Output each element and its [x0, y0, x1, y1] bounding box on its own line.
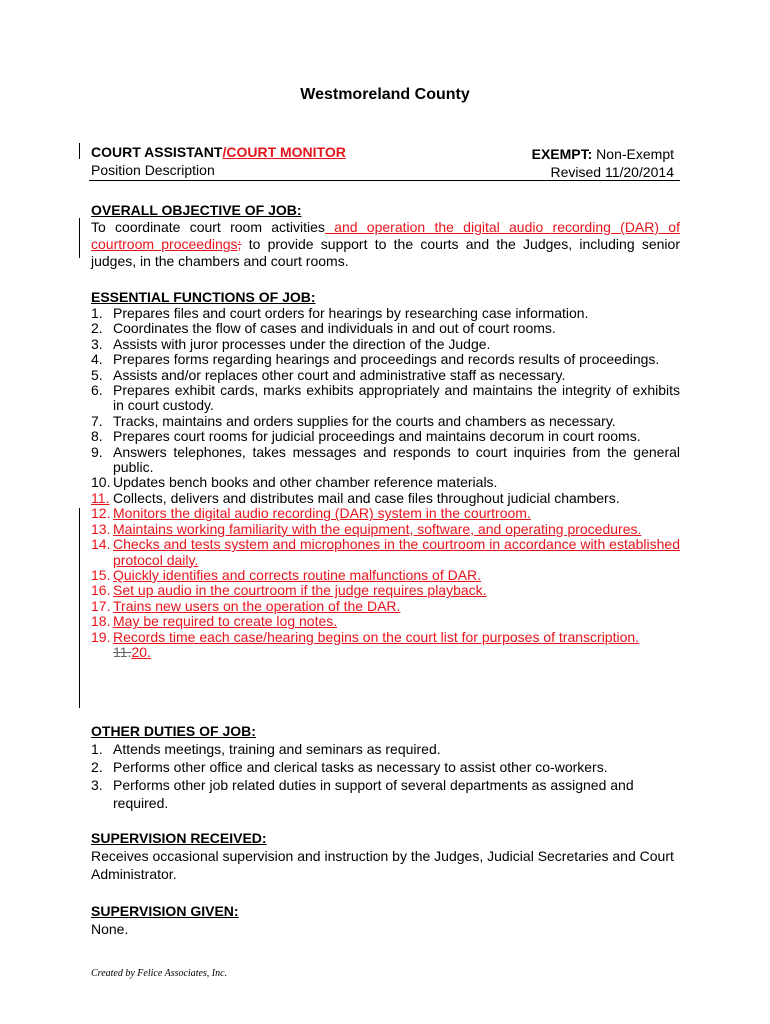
item-text: Prepares forms regarding hearings and proceedings and records results of proceedings. [113, 351, 660, 368]
item-text: Coordinates the flow of cases and individuals in and out of court rooms. [113, 320, 556, 337]
item-text: Prepares court rooms for judicial proceedings and maintains decorum in court rooms. [113, 428, 641, 445]
other-duties-heading: OTHER DUTIES OF JOB: [91, 723, 256, 739]
essential-heading: ESSENTIAL FUNCTIONS OF JOB: [91, 289, 316, 305]
list-item-inserted [91, 537, 680, 568]
objective-text-insertion: and operation the digital audio recording (DAR) of courtroom proceedings [91, 219, 680, 252]
other-duties-section [91, 723, 680, 812]
list-item [91, 758, 680, 776]
list-item [91, 337, 680, 352]
item-number: 1. [91, 305, 103, 321]
item-number: 9. [91, 443, 103, 460]
item-number: 3. [91, 777, 103, 793]
list-item-inserted [91, 599, 680, 614]
exempt-value: Non-Exempt [592, 146, 674, 162]
item-text: Trains new users on the operation of the DAR. [113, 597, 401, 614]
exempt-header [532, 145, 674, 181]
item-text: Quickly identifies and corrects routine malfunctions of DAR. [113, 566, 482, 583]
supervision-received-section [91, 829, 680, 883]
list-item [91, 352, 680, 367]
list-item-last [91, 645, 680, 660]
revised-date: Revised 11/20/2014 [550, 164, 674, 180]
objective-text-part: To coordinate court room activities [91, 219, 325, 235]
item-number-deleted: 11. [113, 643, 132, 660]
item-number: 3. [91, 335, 103, 352]
item-text: Records time each case/hearing begins on the court list for purposes of transcription. [113, 628, 640, 645]
list-item-inserted [91, 506, 680, 521]
item-text: Set up audio in the courtroom if the judge requires playback. [113, 582, 487, 599]
list-item-inserted [91, 583, 680, 598]
list-item [91, 368, 680, 383]
item-number: 12. [91, 505, 111, 522]
item-number: 1. [91, 741, 103, 757]
item-number: 17. [91, 597, 111, 614]
item-number: 7. [91, 412, 103, 429]
change-bar [79, 143, 80, 159]
item-text: Prepares exhibit cards, marks exhibits appropriately and maintains the integrity of exhibits in court custody. [113, 382, 680, 414]
objective-text [91, 219, 680, 270]
list-item [91, 740, 680, 758]
position-title-separator: / [222, 144, 227, 160]
item-number: 11. [91, 489, 110, 506]
item-text: Checks and tests system and microphones in the courtroom in accordance with established protocol daily. [113, 536, 680, 568]
essential-section [91, 289, 680, 660]
item-number: 15. [91, 566, 111, 583]
item-number: 8. [91, 428, 103, 445]
supervision-received-text: Receives occasional supervision and instruction by the Judges, Judicial Secretaries and Court Administrator. [91, 848, 674, 882]
item-text: Tracks, maintains and orders supplies for the courts and chambers as necessary. [113, 412, 616, 429]
position-title-old: COURT ASSISTANT [91, 144, 223, 160]
item-number: 2. [91, 320, 103, 337]
item-number: 16. [91, 582, 111, 599]
header-rule [89, 180, 680, 181]
footer-credit: Created by Felice Associates, Inc. [91, 968, 228, 979]
item-text: Collects, delivers and distributes mail and case files throughout judicial chambers. [113, 489, 620, 506]
exempt-label: EXEMPT: [531, 146, 593, 162]
item-number-inserted: 20. [131, 643, 151, 660]
item-text: May be required to create log notes. [113, 613, 338, 630]
list-item [91, 776, 680, 812]
position-header [91, 143, 346, 179]
list-item-inserted [91, 614, 680, 629]
item-number: 5. [91, 366, 103, 383]
objective-text-part: to provide support to the courts and the Judges, including senior judges, in the chambers and court rooms. [91, 236, 680, 269]
list-item-inserted [91, 522, 680, 537]
change-bar [79, 218, 80, 258]
list-item [91, 414, 680, 429]
objective-section [91, 202, 680, 270]
item-text: Prepares files and court orders for hearings by researching case information. [113, 305, 589, 321]
list-item-inserted [91, 630, 680, 645]
item-text: Performs other job related duties in support of several departments as assigned and required. [113, 777, 634, 811]
objective-text-deletion: ; [237, 236, 242, 252]
item-number: 13. [91, 520, 111, 537]
list-item [91, 306, 680, 321]
document-title: Westmoreland County [300, 86, 470, 103]
list-item [91, 321, 680, 336]
item-text: Answers telephones, takes messages and responds to court inquiries from the general public. [113, 443, 680, 476]
supervision-received-heading: SUPERVISION RECEIVED: [91, 830, 267, 846]
list-item [91, 445, 680, 476]
supervision-given-section [91, 902, 680, 938]
objective-heading: OVERALL OBJECTIVE OF JOB: [91, 202, 302, 218]
item-text: Performs other office and clerical tasks as necessary to assist other co-workers. [113, 759, 608, 775]
item-number: 4. [91, 351, 103, 368]
other-duties-list [91, 740, 680, 812]
item-text: Monitors the digital audio recording (DAR) system in the courtroom. [113, 505, 531, 522]
change-bar [79, 508, 80, 708]
item-text: Attends meetings, training and seminars as required. [113, 741, 441, 757]
list-item [91, 475, 680, 490]
list-item [91, 429, 680, 444]
item-number: 6. [91, 382, 103, 399]
item-number: 18. [91, 613, 111, 630]
list-item [91, 491, 680, 506]
list-item [91, 383, 680, 414]
item-number: 2. [91, 759, 103, 775]
position-title-new: COURT MONITOR [226, 144, 346, 160]
item-text: Maintains working familiarity with the equipment, software, and operating procedures. [113, 520, 642, 537]
item-text: Assists with juror processes under the direction of the Judge. [113, 335, 491, 352]
position-subtitle: Position Description [91, 162, 215, 178]
supervision-given-text: None. [91, 921, 129, 937]
list-item-inserted [91, 568, 680, 583]
item-number: 10. [91, 474, 111, 491]
item-number: 19. [91, 628, 111, 645]
essential-list [91, 306, 680, 660]
item-number: 14. [91, 536, 111, 553]
item-text: Updates bench books and other chamber reference materials. [113, 474, 498, 491]
supervision-given-heading: SUPERVISION GIVEN: [91, 903, 239, 919]
item-text: Assists and/or replaces other court and administrative staff as necessary. [113, 366, 566, 383]
